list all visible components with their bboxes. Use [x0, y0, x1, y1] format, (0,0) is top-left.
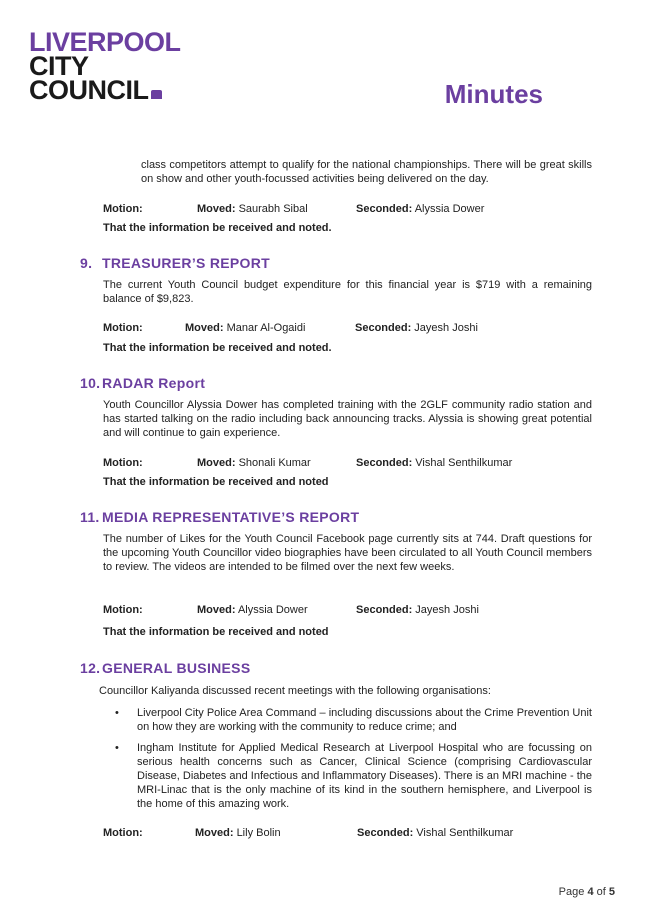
resolution-11: That the information be received and noted [103, 626, 329, 638]
bullet-icon: • [115, 742, 119, 754]
logo-line-1: LIVERPOOL [29, 27, 181, 57]
page-number: Page 4 of 5 [558, 886, 615, 898]
section-11-heading: 11. MEDIA REPRESENTATIVE’S REPORT [80, 509, 360, 525]
section-9-body: The current Youth Council budget expenditure for this financial year is $719 with a remaining balance of $9,823. [103, 279, 592, 305]
resolution-10: That the information be received and noted [103, 476, 329, 488]
list-item: • Liverpool City Police Area Command – including discussions about the Crime Prevention Unit on how they are working with the community to reduce crime; and [115, 707, 592, 733]
logo-mark-icon [151, 90, 162, 99]
intro-paragraph: class competitors attempt to qualify for the national championships. There will be great skills on show and other youth-focussed activities being delivered on the day. [141, 159, 592, 185]
section-10-body: Youth Councillor Alyssia Dower has completed training with the 2GLF community radio station and has started talking on the radio including back announcing tracks. Alyssia is showing great potential and will continue to gain experience. [103, 399, 592, 439]
list-item: • Ingham Institute for Applied Medical Research at Liverpool Hospital who are focussing on serious health concerns such as Cancer, Clinical Science (comprising Cardiovascular Disease, Diabetes and Infectious and Inflammatory Diseases). There is an MRI machine - the MRI-Linac that is the only machine of its kind in the southern hemisphere, and Liverpool is the home of this amazing work. [115, 742, 592, 810]
logo-line-3: COUNCIL [29, 78, 181, 102]
document-title: Minutes [444, 79, 543, 109]
council-logo [29, 27, 181, 105]
section-9-heading: 9. TREASURER’S REPORT [80, 255, 270, 271]
resolution-9: That the information be received and noted. [103, 342, 332, 354]
section-12-body: Councillor Kaliyanda discussed recent meetings with the following organisations: [99, 685, 491, 697]
moved-field: Moved: Saurabh Sibal [197, 203, 308, 215]
section-10-heading: 10. RADAR Report [80, 375, 206, 391]
motion-label: Motion: [103, 203, 143, 215]
resolution-1: That the information be received and noted. [103, 222, 332, 234]
logo-line-2: CITY [29, 51, 89, 81]
section-12-heading: 12. GENERAL BUSINESS [80, 660, 251, 676]
bullet-icon: • [115, 707, 119, 719]
seconded-field: Seconded: Alyssia Dower [356, 203, 485, 215]
section-11-body: The number of Likes for the Youth Council Facebook page currently sits at 744. Draft questions for the upcoming Youth Councillor video biographies have been circulated to all Youth Council members to review. The videos are intended to be filmed over the next few weeks. [103, 533, 592, 573]
